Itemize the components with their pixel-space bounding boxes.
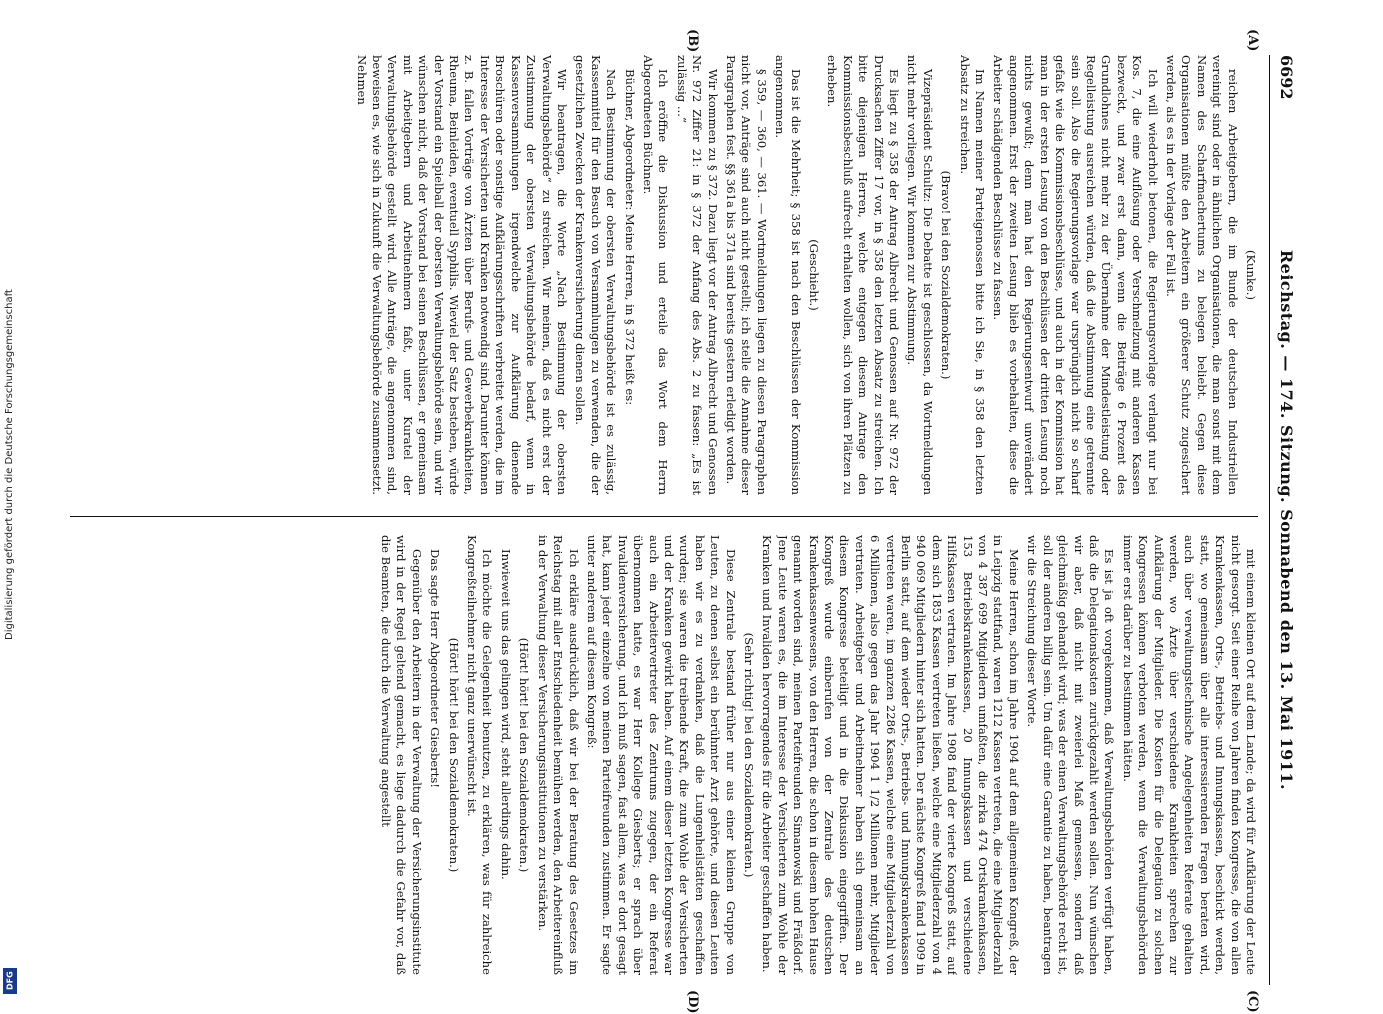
left-column-paragraph: (Kunke.) — [1244, 250, 1258, 300]
page-header — [1269, 55, 1300, 985]
rotated-document-page — [70, 29, 1300, 1014]
page-number: 6692 — [1277, 55, 1296, 100]
margin-mark-a: (A) — [1245, 29, 1260, 52]
left-column-paragraph: (Geschieht.) — [807, 239, 822, 311]
left-column-paragraph: Ich eröffne die Diskussion und erteile das Wort dem Herrn Abgeordneten Büchner. — [640, 55, 671, 495]
column-divider — [70, 516, 1258, 517]
right-column-paragraph: Ich erkläre ausdrücklich, daß wir bei der Beratung des Gesetzes im Reichstag mit aller Entschiedenheit bemühen werden, den Arbeitereinfluß in der Verwaltung dieser Versicherungsinstitutionen zu verstärken. — [535, 535, 581, 975]
left-column-paragraph: Wir kommen zu § 372. Dazu liegt vor der Antrag Albrecht und Genossen Nr. 972 Ziffer 21: in § 372 der Anfang des Abs. 2 zu fassen: „Es ist zulässig ...“ — [674, 55, 720, 495]
right-column-paragraph: Es ist ja oft vorgekommen, daß Verwaltungsbehörden verfügt haben, daß die Delegationskosten zurückgezahlt werden sollen. Nun wünschen wir aber, daß nicht mit zweierlei Maß gemessen, sondern daß gleichmäßig gehandelt wird; was der einen Verwaltungsbehörde recht ist, soll der anderen billig sein. Um dafür eine Garantie zu haben, beantragen wir die Streichung dieser Worte. — [1025, 535, 1117, 975]
right-column-paragraph: Meine Herren, schon im Jahre 1904 auf dem allgemeinen Kongreß, der in Leipzig stattfand, waren 1212 Kassen vertreten, die eine Mitgliederzahl von 4 387 699 Mitgliedern umfaßten, die zirka 474 Ortskrankenkassen, 153 Betriebskrankenkassen, 20 Innungskassen und verschiedene Hilfskassen vertraten. Im Jahre 1908 fand der vierte Kongreß statt, auf dem sich 1853 Kassen vertreten ließen, welche eine Mitgliederzahl von 4 940 069 Mitgliedern hinter sich hatten. Der nächste Kongreß fand 1909 in Berlin statt, auf dem wieder Orts-, Betriebs- und Innungskrankenkassen vertreten waren, im ganzen 2286 Kassen, welche eine Mitgliederzahl von 6 Millionen, also gegen das Jahr 1904 1 1/2 Millionen mehr, Mitglieder vertraten. Arbeitgeber und Arbeitnehmer haben sich gemeinsam an diesem Kongresse beteiligt und in die Diskussion eingegriffen. Der Kongreß wurde einberufen von der Zentrale des deutschen Krankenkassenwesens, von den Herren, die schon in diesem hohen Hause genannt worden sind, meinen Parteifreunden Simanowski und Fräßdorf. Jene Leute waren es, die im Interesse der Versicherten zum Wohle der Kranken und Invaliden hervorragendes für die Arbeiter geschaffen haben. — [760, 535, 1021, 975]
left-column-paragraph: Nach Bestimmung der obersten Verwaltungsbehörde ist es zulässig, Kassenmittel für den Besuch von Versammlungen zu verwenden, die der gesetzlichen Zwecken der Krankenversicherung dienen sollen. — [573, 55, 619, 495]
left-column-paragraph: Im Namen meiner Parteigenossen bitte ich Sie, in § 358 den letzten Absatz zu streichen. — [957, 55, 988, 495]
left-column-paragraph: Büchner, Abgeordneter: Meine Herren, in § 372 heißt es: — [622, 69, 637, 406]
margin-mark-d: (D) — [685, 990, 700, 1014]
right-column-paragraph: (Hört! hört! bei den Sozialdemokraten.) — [517, 637, 532, 873]
right-column-paragraph: Das sagte Herr Abgeordneter Giesberts! — [428, 549, 443, 789]
left-column-paragraph: Es liegt zu § 358 der Antrag Albrecht und Genossen auf Nr. 972 der Drucksachen Ziffer 17 vor, in § 358 den letzten Absatz zu streichen. Ich bitte diejenigen Herren, welche entgegen diesem Antrage den Kommissionsbeschluß aufrecht erhalten wollen, sich von ihren Plätzen zu erheben. — [825, 55, 902, 495]
right-column-paragraph: (Sehr richtig! bei den Sozialdemokraten.) — [742, 632, 756, 878]
digitization-credit: Digitalisierung gefördert durch die Deutsche Forschungsgemeinschaft — [4, 289, 15, 640]
left-column-paragraph: § 359, — 360, — 361. — Wortmeldungen liegen zu diesen Paragraphen nicht vor, Anträge sind auch nicht gestellt; ich stelle die Annahme dieser Paragraphen fest. §§ 361a bis 371a sind bereits gestern erledigt worden. — [724, 55, 769, 495]
left-column-paragraph: Wir beantragen, die Worte „Nach Bestimmung der obersten Verwaltungsbehörde“ zu streichen. Wir meinen, daß es nicht erst der Zustimmung der obersten Verwaltungsbehörde bedarf, wenn in Kassenversammlungen irgendwelche zur Aufklärung dienende Broschüren oder sonstige Aufklärungsschriften verbreitet werden, die im Interesse der Versicherten und Kranken notwendig sind. Darunter können z. B. fallen Vorträge von Ärzten über Berufs- und Gewerbekrankheiten, Rheuma, Beinleiden, eventuell Syphilis. Wieviel der Satz besteben, würde der Vorstand ein Spielball der obersten Verwaltungsbehörde sein, und wir wünschen nicht, daß der Vorstand bei seinen Beschlüssen, er gemeinsam mit Arbeitgebern und Arbeitnehmern faßt, unter Kuratel der Verwaltungsbehörde gestellt wird. Alle Anträge, die angenommen sind, beweisen es, wie sich in Zukunft die Verwaltungsbehörde zusammensetzt. Nehmen — [354, 55, 569, 495]
left-column-paragraph: Ich will wiederholt betonen, die Regierungsvorlage verlangt nur bei Kos. 7, die eine Auflösung oder Verschmelzung mit anderen Kassen bezweckt, und zwar erst dann, wenn die Beiträge 6 Prozent des Grundlohnes nicht mehr zu der Übernahme der Mindestleistung oder Regelleistung ausreichen würden, daß die Abstimmung eine getrennte sein soll. Also die Regierungsvorlage war ursprünglich nicht so scharf gefaßt wie die Kommissionsbeschlüsse, und auch in der Kommission hat man in der ersten Lesung von den Beschlüssen der dritten Lesung noch nichts gewußt; denn man hat den Regierungsentwurf unverändert angenommen. Erst der zweiten Lesung blieb es vorbehalten, diese die Arbeiter schädigenden Beschlüsse zu fassen. — [991, 55, 1160, 495]
margin-mark-b: (B) — [685, 29, 700, 53]
dfg-logo: DFG — [3, 968, 17, 994]
right-column-paragraph: Inwieweit uns das gelingen wird, steht allerdings dahin. — [498, 549, 513, 880]
left-column — [70, 55, 1258, 495]
left-column-paragraph: Das ist die Mehrheit; § 358 ist nach den Beschlüssen der Kommission angenommen. — [773, 55, 803, 495]
page-running-title: Reichstag. — 174. Sitzung. Sonnabend den 13. Mai 1911. — [1277, 249, 1296, 791]
right-column — [70, 535, 1258, 975]
right-column-paragraph: Gegenüber den Arbeitern in der Verwaltung der Versicherungsinstitute wird in der Regel geltend gemacht, es liege dadurch die Gefahr vor, daß die Beamten, die durch die Verwaltung angestellt — [379, 535, 424, 975]
right-column-paragraph: Diese Zentrale bestand früher nur aus einer kleinen Gruppe von Leuten, zu denen selbst ein berühmter Arzt gehörte, und diesen Leuten haben wir es zu verdanken, daß die Lungenheilstätten geschaffen wurden; sie waren die treibende Kraft, die zum Wohle der Versicherten und der Kranken gewirkt haben. Auf einem dieser letzten Kongresse war auch ein Arbeitervertreter des Zentrums zugegen, der ein Referat übernommen hatte, es war Herr Kollege Giesberts; er sprach über Invalidenversicherung, und ich muß sagen, fast allem, was er dort gesagt hat, kann jeder einzelne von meinen Parteifreunden zustimmen. Er sagte unter anderem auf diesem Kongreß: — [584, 535, 738, 975]
right-column-paragraph: Ich möchte die Gelegenheit benutzen, zu erklären, was für zahlreiche Kongreßteilnehmer nicht ganz unerwünscht ist. — [465, 535, 495, 975]
margin-mark-c: (C) — [1245, 990, 1260, 1013]
left-column-paragraph: reichen Arbeitgebern, die im Bunde der deutschen Industriellen vereinigt sind oder in ähnlichen Organisationen, die man sonst mit dem Namen des Scharfmachertums zu belegen beliebt. Gegen diese Organisationen müßte den Arbeitern ein größerer Schutz zugesichert werden, als es in der Vorlage der Fall ist. — [1163, 55, 1240, 495]
right-column-paragraph: (Hört! hört! bei den Sozialdemokraten.) — [446, 637, 461, 873]
right-column-paragraph: mit einem kleinen Ort auf dem Lande; da wird für Aufklärung der Leute nicht gesorgt. Seit einer Reihe von Jahren finden Kongresse, die von allen Krankenkassen, Orts-, Betriebs- und Innungskassen, beschickt werden, statt, wo gemeinsam über alle interessierenden Fragen beraten wird, auch über verwaltungstechnische Angelegenheiten Referate gehalten werden, wo Ärzte über verschiedene Krankheiten sprechen zur Aufklärung der Mitglieder. Die Kosten für die Delegation zu solchen Kongressen können verboten werden, wenn die Verwaltungsbehörden immer erst darüber zu bestimmen hätten. — [1120, 535, 1258, 975]
left-column-paragraph: Vizepräsident Schultz: Die Debatte ist geschlossen, da Wortmeldungen nicht mehr vorliegen. Wir kommen zur Abstimmung. — [905, 55, 935, 495]
left-column-paragraph: (Bravo! bei den Sozialdemokraten.) — [939, 170, 954, 380]
